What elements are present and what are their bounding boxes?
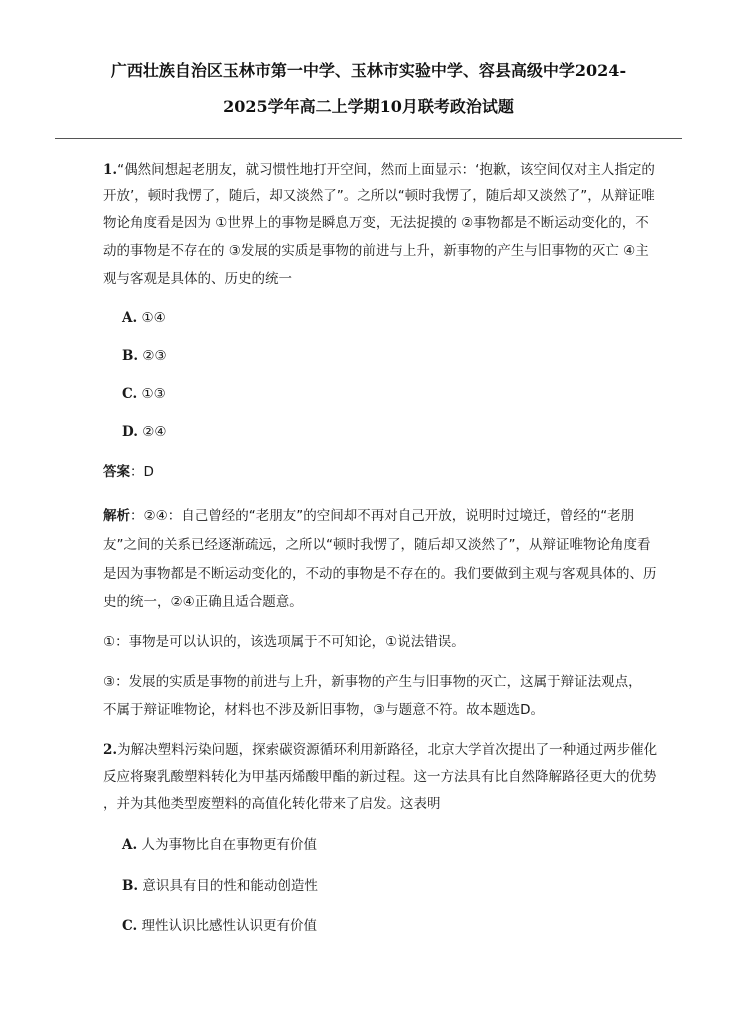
question-1-analysis-line-4: 史的统一，②④正确且适合题意。 <box>103 594 303 610</box>
question-1-analysis-line-1 <box>103 507 634 525</box>
option-letter: A. <box>122 310 138 326</box>
question-1-option-c <box>122 385 166 403</box>
option-text: ②④ <box>142 424 167 440</box>
question-1-answer <box>103 463 154 481</box>
question-1-analysis-line-2: 友”之间的关系已经逐渐疏远，之所以“顿时我愣了，随后却又淡然了”，从辩证唯物论角度看 <box>103 537 651 553</box>
question-1-line-1 <box>103 161 655 179</box>
question-2-line-2: 反应将聚乳酸塑料转化为甲基丙烯酸甲酯的新过程。这一方法具有比自然降解路径更大的优势 <box>103 769 657 785</box>
option-text: 意识具有目的性和能动创造性 <box>142 878 318 894</box>
option-text: 理性认识比感性认识更有价值 <box>141 918 318 934</box>
option-letter: A. <box>122 837 138 853</box>
question-2-option-a <box>122 836 317 854</box>
question-2-line-3: ，并为其他类型废塑料的高值化转化带来了启发。这表明 <box>103 796 441 812</box>
question-2-option-c <box>122 917 317 935</box>
question-1-analysis-line-3: 是因为事物都是不断运动变化的，不动的事物是不存在的。我们要做到主观与客观具体的、历 <box>103 566 657 582</box>
answer-value: ：D <box>130 464 154 480</box>
question-1-line-3: 物论角度看是因为 ①世界上的事物是瞬息万变，无法捉摸的 ②事物都是不断运动变化的，不 <box>103 215 649 231</box>
option-text: ②③ <box>142 348 167 364</box>
option-letter: B. <box>122 878 139 894</box>
question-1-option-b <box>122 347 167 365</box>
question-1-note-3-line-2: 不属于辩证唯物论，材料也不涉及新旧事物，③与题意不符。故本题选D。 <box>103 702 544 718</box>
option-text: ①④ <box>141 310 166 326</box>
question-2-text: 为解决塑料污染问题，探索碳资源循环利用新路径，北京大学首次提出了一种通过两步催化 <box>117 742 658 758</box>
question-1-number: 1. <box>103 162 118 178</box>
question-2-line-1 <box>103 741 657 759</box>
analysis-label: 解析 <box>103 508 130 524</box>
document-title-line-1: 广西壮族自治区玉林市第一中学、玉林市实验中学、容县高级中学2024- <box>110 61 627 80</box>
question-1-text: “偶然间想起老朋友，就习惯性地打开空间，然而上面显示：‘抱歉，该空间仅对主人指定的 <box>117 162 655 178</box>
question-1-line-2: 开放’，顿时我愣了，随后，却又淡然了”。之所以“顿时我愣了，随后却又淡然了”，从辩证唯 <box>103 188 655 204</box>
question-2-number: 2. <box>103 742 118 758</box>
question-1-note-1: ①：事物是可以认识的，该选项属于不可知论，①说法错误。 <box>103 634 465 650</box>
option-letter: D. <box>122 424 138 440</box>
title-divider <box>55 138 682 139</box>
question-1-option-d <box>122 423 166 441</box>
answer-label: 答案 <box>103 464 130 480</box>
question-1-line-4: 动的事物是不存在的 ③发展的实质是事物的前进与上升，新事物的产生与旧事物的灭亡 ④主 <box>103 243 649 259</box>
analysis-text: ：②④：自己曾经的“老朋友”的空间却不再对自己开放，说明时过境迁，曾经的“老朋 <box>130 508 635 524</box>
question-2-option-b <box>122 877 318 895</box>
document-title-line-2: 2025学年高二上学期10月联考政治试题 <box>223 97 514 116</box>
option-text: 人为事物比自在事物更有价值 <box>141 837 317 853</box>
option-letter: B. <box>122 348 139 364</box>
option-text: ①③ <box>141 386 166 402</box>
question-1-note-3-line-1: ③：发展的实质是事物的前进与上升，新事物的产生与旧事物的灭亡，这属于辩证法观点， <box>103 674 642 690</box>
option-letter: C. <box>122 918 138 934</box>
question-1-line-5: 观与客观是具体的、历史的统一 <box>103 271 292 287</box>
question-1-option-a <box>122 309 166 327</box>
option-letter: C. <box>122 386 138 402</box>
